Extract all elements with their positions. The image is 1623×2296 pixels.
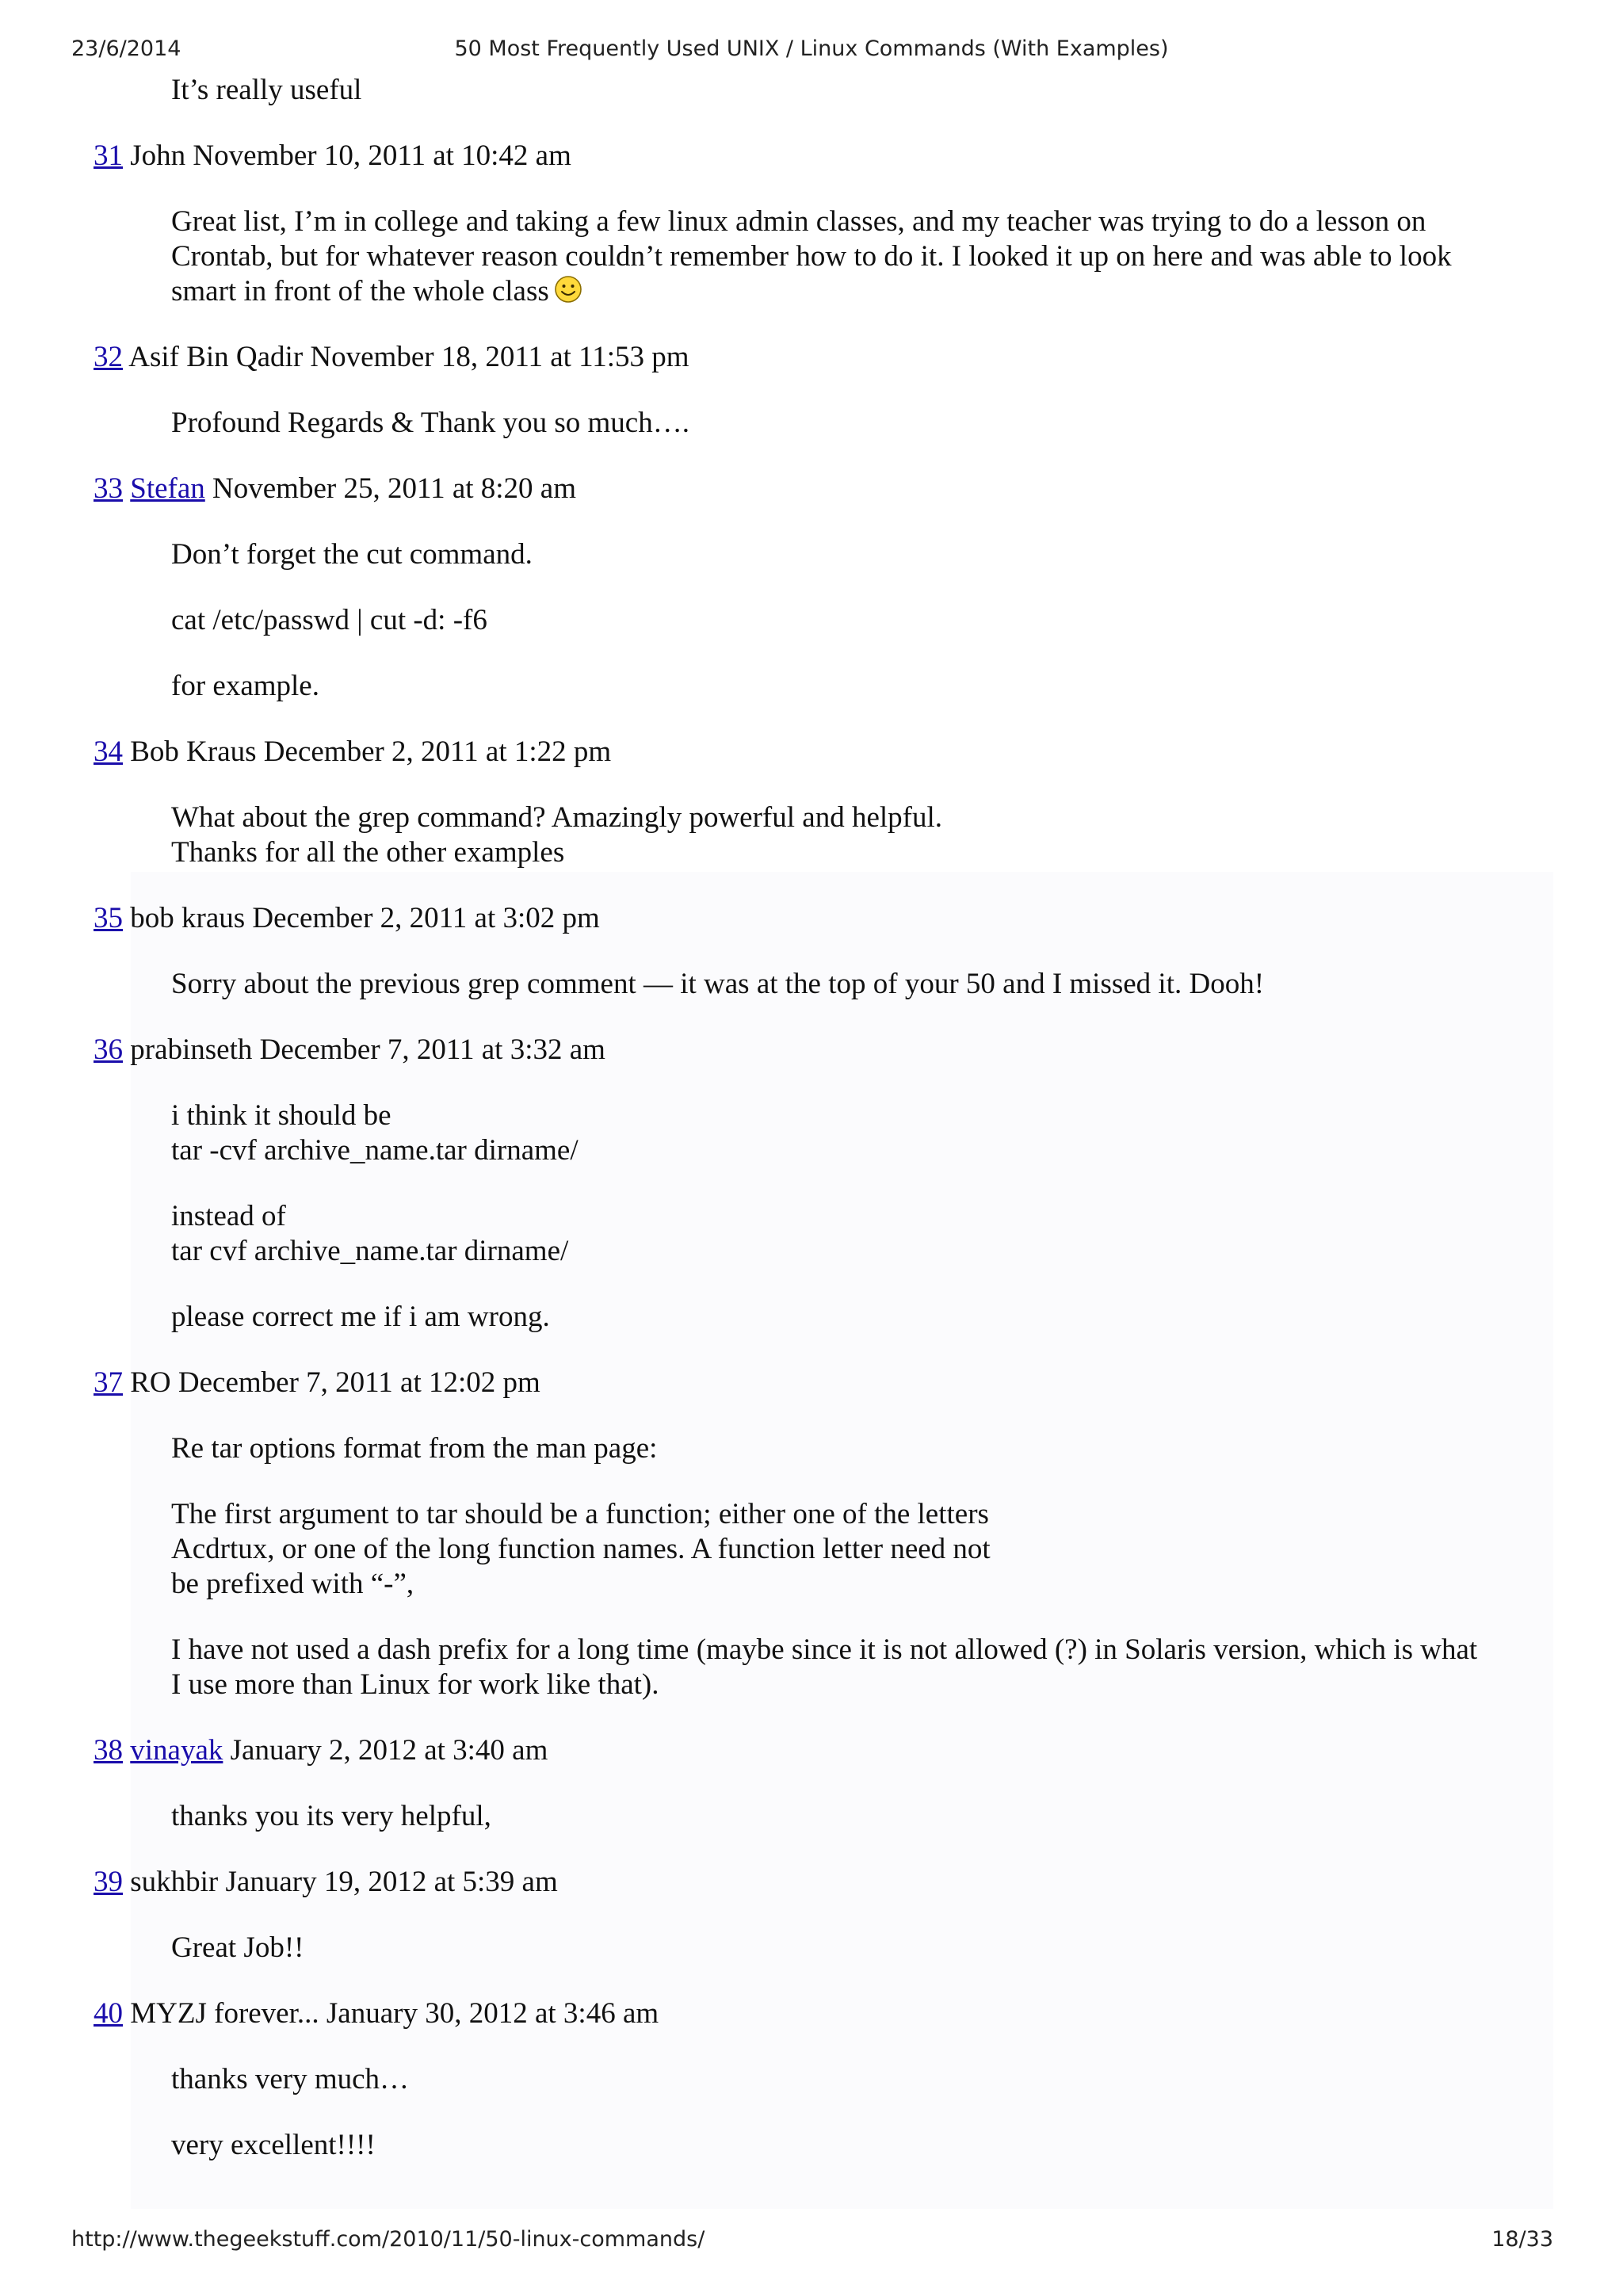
comment-paragraph [171, 1199, 1534, 1269]
comment-item [0, 340, 1623, 441]
comment-paragraph [171, 537, 1534, 572]
comment-paragraph [171, 1497, 1534, 1602]
comment-line: i think it should be [171, 1099, 391, 1132]
smiley-icon [554, 275, 582, 304]
comment-paragraph [171, 2128, 1534, 2163]
comment-line: tar cvf archive_name.tar dirname/ [171, 1235, 569, 1267]
comment-permalink[interactable]: 37 [94, 1366, 123, 1399]
comment-body [171, 1098, 1534, 1335]
comment-date: December 7, 2011 at 3:32 am [259, 1033, 605, 1066]
comment-line: thanks you its very helpful, [171, 1800, 491, 1832]
comment-permalink[interactable]: 39 [94, 1866, 123, 1898]
comment-body [171, 406, 1534, 441]
comment-date: December 2, 2011 at 1:22 pm [263, 735, 612, 768]
comment-header [94, 1733, 1623, 1768]
comment-author: John [130, 139, 186, 172]
comment-line: Don’t forget the cut command. [171, 538, 533, 571]
comment-item [0, 1865, 1623, 1966]
print-footer [0, 2227, 1623, 2259]
comments-list [0, 73, 1623, 2194]
comment-header [94, 340, 1623, 375]
comment-permalink[interactable]: 38 [94, 1734, 123, 1767]
comment-permalink[interactable]: 33 [94, 472, 123, 505]
comment-paragraph [171, 1931, 1534, 1966]
comment-permalink[interactable]: 36 [94, 1033, 123, 1066]
comment-line: thanks very much… [171, 2063, 410, 2095]
comment-paragraph [171, 967, 1534, 1002]
comment-body [171, 1931, 1534, 1966]
comment-item [0, 1033, 1623, 1335]
comment-line: cat /etc/passwd | cut -d: -f6 [171, 604, 487, 636]
print-page-title: 50 Most Frequently Used UNIX / Linux Commands (With Examples) [454, 36, 1169, 61]
comment-item [0, 472, 1623, 704]
comment-line: Sorry about the previous grep comment — it was at the top of your 50 and I missed it. Dooh! [171, 968, 1265, 1000]
comment-item [0, 1366, 1623, 1702]
comment-body [171, 204, 1534, 309]
comment-paragraph [171, 1799, 1534, 1834]
comment-line: Acdrtux, or one of the long function names. A function letter need not [171, 1533, 991, 1565]
print-header [0, 36, 1623, 68]
print-date: 23/6/2014 [71, 36, 181, 61]
comment-body [171, 1431, 1534, 1702]
comment-paragraph [171, 204, 1534, 309]
comment-paragraph [171, 669, 1534, 704]
comment-header [94, 1366, 1623, 1400]
comment-line: be prefixed with “-”, [171, 1568, 414, 1600]
comment-author: MYZJ forever... [130, 1997, 319, 2030]
comment-paragraph [171, 1300, 1534, 1335]
comment-date: December 2, 2011 at 3:02 pm [252, 902, 600, 934]
comment-paragraph [171, 1633, 1534, 1702]
comment-body [171, 1799, 1534, 1834]
comment-paragraph [171, 406, 1534, 441]
comment-line: The first argument to tar should be a function; either one of the letters [171, 1498, 989, 1530]
comment-line: for example. [171, 670, 319, 702]
comment-line: What about the grep command? Amazingly powerful and helpful. [171, 801, 943, 834]
comment-date: November 25, 2011 at 8:20 am [212, 472, 577, 505]
comment-line: Re tar options format from the man page: [171, 1432, 658, 1465]
comment-date: January 19, 2012 at 5:39 am [225, 1866, 558, 1898]
comment-line: Thanks for all the other examples [171, 836, 565, 869]
comment-author: prabinseth [130, 1033, 253, 1066]
comment-line: tar -cvf archive_name.tar dirname/ [171, 1134, 579, 1167]
comment-header [94, 735, 1623, 770]
comment-line: Great list, I’m in college and taking a few linux admin classes, and my teacher was trying to do a lesson on [171, 205, 1426, 238]
comment-body [171, 967, 1534, 1002]
comment-body [171, 800, 1534, 870]
comment-item [0, 1996, 1623, 2163]
comment-line: I use more than Linux for work like that). [171, 1668, 659, 1701]
comment-author: RO [130, 1366, 171, 1399]
comment-line: please correct me if i am wrong. [171, 1301, 550, 1333]
comment-body [171, 2062, 1534, 2163]
comment-permalink[interactable]: 32 [94, 341, 123, 373]
comment-line: Profound Regards & Thank you so much…. [171, 407, 689, 439]
comment-item [0, 1733, 1623, 1834]
comment-paragraph [171, 1431, 1534, 1466]
comment-line: instead of [171, 1200, 286, 1232]
comment-author: bob kraus [130, 902, 246, 934]
comment-body [171, 537, 1534, 704]
comment-date: January 30, 2012 at 3:46 am [326, 1997, 659, 2030]
comment-date: January 2, 2012 at 3:40 am [230, 1734, 548, 1767]
comment-header [94, 472, 1623, 506]
comment-line: Crontab, but for whatever reason couldn’t remember how to do it. I looked it up on here and was able to look [171, 240, 1452, 273]
comment-paragraph [171, 1098, 1534, 1168]
comment-item [0, 139, 1623, 309]
comment-author[interactable]: vinayak [130, 1734, 223, 1767]
comment-paragraph [171, 2062, 1534, 2097]
comment-header [94, 1996, 1623, 2031]
comments-container [0, 139, 1623, 2163]
comment-permalink[interactable]: 40 [94, 1997, 123, 2030]
comment-paragraph: It’s really useful [171, 74, 362, 106]
comment-line: very excellent!!!! [171, 2129, 376, 2161]
comment-paragraph [171, 603, 1534, 638]
comment-paragraph [171, 800, 1534, 870]
comment-date: November 10, 2011 at 10:42 am [193, 139, 571, 172]
comment-header [94, 1865, 1623, 1900]
comment-author: Asif Bin Qadir [128, 341, 304, 373]
comment-author[interactable]: Stefan [130, 472, 205, 505]
comment-header [94, 901, 1623, 936]
comment-line: I have not used a dash prefix for a long time (maybe since it is not allowed (?) in Solaris version, which is what [171, 1633, 1478, 1666]
comment-permalink[interactable]: 35 [94, 902, 123, 934]
comment-permalink[interactable]: 31 [94, 139, 123, 172]
comment-date: December 7, 2011 at 12:02 pm [178, 1366, 540, 1399]
comment-item [0, 901, 1623, 1002]
comment-line: Great Job!! [171, 1931, 304, 1964]
page-number: 18/33 [1491, 2227, 1553, 2252]
comment-author: sukhbir [130, 1866, 219, 1898]
comment-date: November 18, 2011 at 11:53 pm [310, 341, 689, 373]
comment-item [0, 735, 1623, 870]
comment-permalink[interactable]: 34 [94, 735, 123, 768]
comment-author: Bob Kraus [130, 735, 257, 768]
comment-header [94, 139, 1623, 174]
comment-header [94, 1033, 1623, 1068]
print-url: http://www.thegeekstuff.com/2010/11/50-linux-commands/ [71, 2227, 705, 2252]
comment-line: smart in front of the whole class [171, 275, 549, 308]
previous-comment-body [171, 73, 1534, 108]
